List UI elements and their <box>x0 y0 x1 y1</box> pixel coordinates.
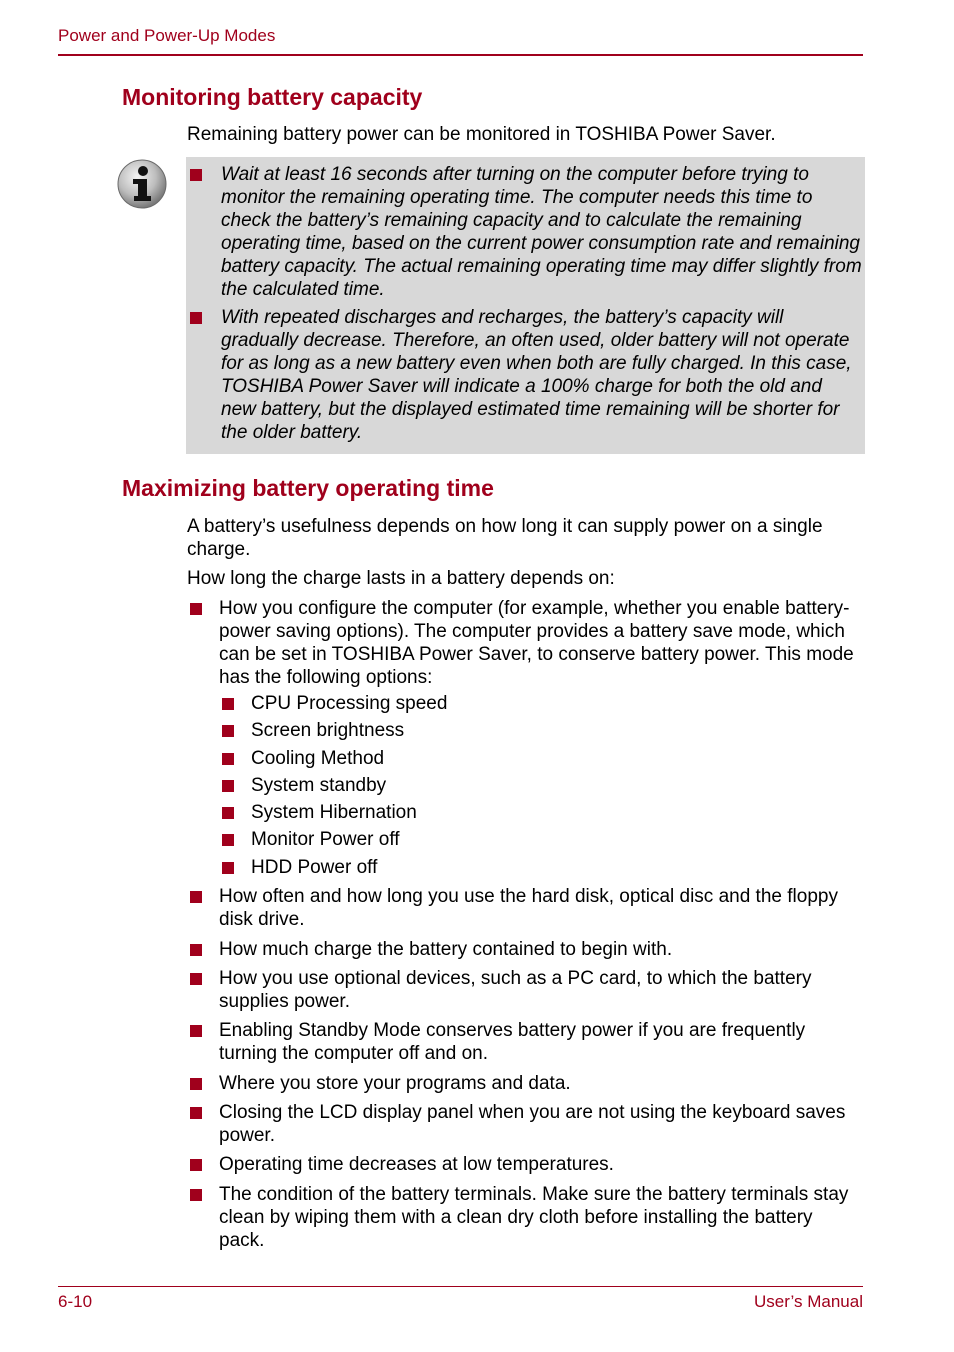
square-bullet-icon <box>222 780 234 792</box>
running-header: Power and Power-Up Modes <box>58 26 276 45</box>
square-bullet-icon <box>190 1159 202 1171</box>
square-bullet-icon <box>190 944 202 956</box>
heading-maximizing-battery-operating-time: Maximizing battery operating time <box>122 475 494 501</box>
paragraph-charge-depends: How long the charge lasts in a battery depends on: <box>187 568 615 589</box>
list-item-text: How often and how long you use the hard disk, optical disc and the floppy disk drive. <box>219 886 838 930</box>
footer-rule <box>58 1286 863 1287</box>
option-item-text: HDD Power off <box>251 857 378 878</box>
square-bullet-icon <box>190 169 202 181</box>
square-bullet-icon <box>190 973 202 985</box>
list-item-text: Where you store your programs and data. <box>219 1073 571 1094</box>
option-item-text: System standby <box>251 775 387 796</box>
heading-monitoring-battery-capacity: Monitoring battery capacity <box>122 84 423 110</box>
square-bullet-icon <box>190 1025 202 1037</box>
list-item <box>190 1153 862 1176</box>
square-bullet-icon <box>222 698 234 710</box>
paragraph-battery-usefulness: A battery’s usefulness depends on how long it can supply power on a single charge. <box>187 516 823 560</box>
square-bullet-icon <box>190 1189 202 1201</box>
option-item <box>222 856 862 879</box>
list-item <box>190 938 862 961</box>
option-item <box>222 774 862 797</box>
option-item-text: Cooling Method <box>251 748 385 769</box>
intro-paragraph: Remaining battery power can be monitored in TOSHIBA Power Saver. <box>187 124 776 145</box>
list-item-text: The condition of the battery terminals. Make sure the battery terminals stay clean by wiping them with a clean dry cloth before installing the battery pack. <box>219 1184 849 1251</box>
option-item <box>222 692 862 715</box>
option-item <box>222 801 862 824</box>
option-item-text: System Hibernation <box>251 802 417 823</box>
square-bullet-icon <box>222 725 234 737</box>
note-item <box>190 163 862 301</box>
option-item-text: Monitor Power off <box>251 829 400 850</box>
info-icon <box>116 158 168 210</box>
list-item-text: Operating time decreases at low temperatures. <box>219 1154 614 1175</box>
list-item <box>190 967 862 1013</box>
option-item-text: Screen brightness <box>251 720 405 741</box>
list-item-text: How you configure the computer (for example, whether you enable battery-power saving options). The computer provides a battery save mode, which can be set in TOSHIBA Power Saver, to conserve battery power. This mode has the following options: <box>219 598 854 688</box>
square-bullet-icon <box>222 753 234 765</box>
square-bullet-icon <box>190 603 202 615</box>
square-bullet-icon <box>190 1107 202 1119</box>
square-bullet-icon <box>222 807 234 819</box>
option-item <box>222 719 862 742</box>
header-rule <box>58 54 863 56</box>
square-bullet-icon <box>222 834 234 846</box>
list-item <box>190 1072 862 1095</box>
list-item-text: How much charge the battery contained to begin with. <box>219 939 673 960</box>
square-bullet-icon <box>222 862 234 874</box>
note-item-text: With repeated discharges and recharges, the battery’s capacity will gradually decrease. Therefore, an often used, older battery will not operate for as long as a new battery even when both are fully charged. In this case, TOSHIBA Power Saver will indicate a 100% charge for both the old and new battery, but the displayed estimated time remaining will be shorter for the older battery. <box>221 307 852 443</box>
note-item-text: Wait at least 16 seconds after turning on the computer before trying to monitor the remaining operating time. The computer needs this time to check the battery’s remaining capacity and to calculate the remaining operating time, based on the current power consumption rate and remaining battery capacity. The actual remaining operating time may differ slightly from the calculated time. <box>221 164 862 300</box>
list-item <box>190 1101 862 1147</box>
square-bullet-icon <box>190 1078 202 1090</box>
list-item <box>190 1019 862 1065</box>
list-item <box>190 1183 862 1252</box>
square-bullet-icon <box>190 312 202 324</box>
list-item <box>190 885 862 931</box>
list-item-text: How you use optional devices, such as a PC card, to which the battery supplies power. <box>219 968 812 1012</box>
option-item <box>222 747 862 770</box>
list-item-text: Enabling Standby Mode conserves battery power if you are frequently turning the computer off and on. <box>219 1020 806 1064</box>
note-item <box>190 306 862 444</box>
list-item <box>190 597 862 689</box>
option-item <box>222 828 862 851</box>
square-bullet-icon <box>190 891 202 903</box>
page-number: 6-10 <box>58 1292 93 1311</box>
list-item-text: Closing the LCD display panel when you are not using the keyboard saves power. <box>219 1102 846 1146</box>
option-item-text: CPU Processing speed <box>251 693 448 714</box>
manual-title: User’s Manual <box>754 1292 863 1311</box>
